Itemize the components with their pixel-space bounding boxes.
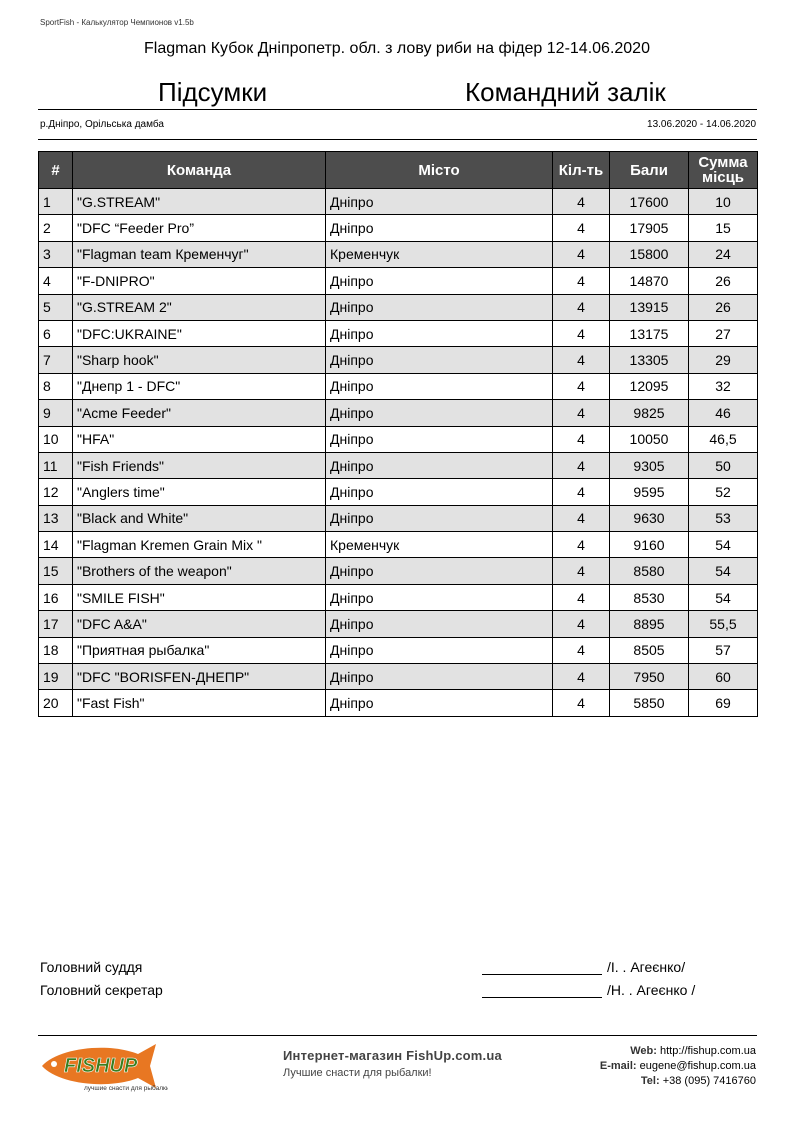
city-cell: Дніпро	[326, 611, 553, 637]
city-cell: Дніпро	[326, 400, 553, 426]
table-row	[39, 532, 758, 558]
place-sum-cell: 27	[689, 320, 758, 346]
place-sum-cell: 57	[689, 637, 758, 663]
chief-judge-name: /І. . Агеєнко/	[607, 959, 686, 975]
count-cell: 4	[553, 611, 610, 637]
chief-secretary-name: /Н. . Агеєнко /	[607, 982, 696, 998]
count-cell: 4	[553, 294, 610, 320]
chief-secretary-signature-line	[482, 997, 602, 998]
event-title: Flagman Кубок Дніпропетр. обл. з лову риби на фідер 12-14.06.2020	[144, 40, 650, 57]
table-row	[39, 347, 758, 373]
rank-cell: 19	[39, 664, 73, 690]
rank-cell: 8	[39, 373, 73, 399]
points-cell: 13915	[610, 294, 689, 320]
city-cell: Дніпро	[326, 452, 553, 478]
place-sum-cell: 29	[689, 347, 758, 373]
team-cell: "DFC “Feeder Pro”	[73, 215, 326, 241]
table-row	[39, 505, 758, 531]
place-sum-cell: 50	[689, 452, 758, 478]
city-cell: Кременчук	[326, 241, 553, 267]
city-cell: Дніпро	[326, 215, 553, 241]
team-cell: "Днепр 1 - DFC"	[73, 373, 326, 399]
city-cell: Дніпро	[326, 320, 553, 346]
place-sum-cell: 52	[689, 479, 758, 505]
venue-location: р.Дніпро, Орільська дамба	[40, 119, 164, 130]
count-cell: 4	[553, 479, 610, 505]
count-cell: 4	[553, 664, 610, 690]
chief-judge-label: Головний суддя	[40, 959, 143, 975]
table-row	[39, 189, 758, 215]
table-row	[39, 637, 758, 663]
rank-cell: 16	[39, 584, 73, 610]
place-sum-cell: 24	[689, 241, 758, 267]
count-cell: 4	[553, 558, 610, 584]
city-cell: Дніпро	[326, 294, 553, 320]
points-cell: 17905	[610, 215, 689, 241]
contact-phone	[641, 1075, 756, 1087]
table-row	[39, 479, 758, 505]
shop-slogan: Лучшие снасти для рыбалки!	[283, 1067, 432, 1079]
points-cell: 14870	[610, 268, 689, 294]
table-row	[39, 664, 758, 690]
team-cell: "G.STREAM"	[73, 189, 326, 215]
table-row	[39, 294, 758, 320]
count-cell: 4	[553, 189, 610, 215]
count-cell: 4	[553, 268, 610, 294]
place-sum-cell: 69	[689, 690, 758, 716]
team-cell: "Black and White"	[73, 505, 326, 531]
city-cell: Дніпро	[326, 268, 553, 294]
divider	[38, 139, 757, 140]
city-cell: Дніпро	[326, 189, 553, 215]
points-cell: 8530	[610, 584, 689, 610]
chief-judge-signature-line	[482, 974, 602, 975]
city-cell: Дніпро	[326, 479, 553, 505]
table-row	[39, 268, 758, 294]
team-cell: "Brothers of the weapon"	[73, 558, 326, 584]
count-cell: 4	[553, 690, 610, 716]
phone-value: +38 (095) 7416760	[662, 1075, 756, 1087]
rank-cell: 7	[39, 347, 73, 373]
team-cell: "Flagman Kremen Grain Mix "	[73, 532, 326, 558]
footer-divider	[38, 1035, 757, 1036]
table-body	[39, 189, 758, 717]
rank-cell: 10	[39, 426, 73, 452]
team-cell: "SMILE FISH"	[73, 584, 326, 610]
count-cell: 4	[553, 452, 610, 478]
place-sum-cell: 54	[689, 532, 758, 558]
app-caption: SportFish - Калькулятор Чемпионов v1.5b	[40, 18, 194, 27]
team-cell: "DFC:UKRAINE"	[73, 320, 326, 346]
points-cell: 9160	[610, 532, 689, 558]
rank-cell: 4	[39, 268, 73, 294]
table-row	[39, 584, 758, 610]
city-cell: Дніпро	[326, 505, 553, 531]
city-cell: Кременчук	[326, 532, 553, 558]
rank-cell: 20	[39, 690, 73, 716]
phone-label: Tel:	[640, 1075, 660, 1087]
table-row	[39, 400, 758, 426]
points-cell: 13305	[610, 347, 689, 373]
web-link[interactable]: http://fishup.com.ua	[660, 1045, 756, 1057]
points-cell: 8580	[610, 558, 689, 584]
city-cell: Дніпро	[326, 347, 553, 373]
count-cell: 4	[553, 320, 610, 346]
table-row	[39, 452, 758, 478]
table-row	[39, 215, 758, 241]
table-header-row	[39, 152, 758, 189]
count-cell: 4	[553, 400, 610, 426]
city-cell: Дніпро	[326, 426, 553, 452]
column-header-team: Команда	[73, 152, 326, 189]
team-cell: "DFC A&A"	[73, 611, 326, 637]
rank-cell: 14	[39, 532, 73, 558]
team-standings-heading: Командний залік	[465, 77, 666, 107]
table-row	[39, 611, 758, 637]
points-cell: 17600	[610, 189, 689, 215]
points-cell: 15800	[610, 241, 689, 267]
svg-text:лучшие снасти для рыбалки: лучшие снасти для рыбалки	[84, 1085, 168, 1092]
column-header-rank: #	[39, 152, 73, 189]
count-cell: 4	[553, 241, 610, 267]
column-header-points: Бали	[610, 152, 689, 189]
count-cell: 4	[553, 426, 610, 452]
points-cell: 9595	[610, 479, 689, 505]
table-row	[39, 320, 758, 346]
web-label: Web:	[630, 1045, 657, 1057]
team-cell: "Sharp hook"	[73, 347, 326, 373]
city-cell: Дніпро	[326, 690, 553, 716]
count-cell: 4	[553, 505, 610, 531]
team-cell: "DFC "BORISFEN-ДНЕПР"	[73, 664, 326, 690]
email-link[interactable]: eugene@fishup.com.ua	[639, 1060, 756, 1072]
points-cell: 10050	[610, 426, 689, 452]
rank-cell: 11	[39, 452, 73, 478]
rank-cell: 5	[39, 294, 73, 320]
table-row	[39, 373, 758, 399]
rank-cell: 1	[39, 189, 73, 215]
points-cell: 9630	[610, 505, 689, 531]
place-sum-cell: 26	[689, 268, 758, 294]
shop-name: Интернет-магазин FishUp.com.ua	[283, 1048, 502, 1063]
column-header-count: Кіл-ть	[553, 152, 610, 189]
count-cell: 4	[553, 347, 610, 373]
contact-email	[600, 1060, 756, 1072]
place-sum-cell: 32	[689, 373, 758, 399]
points-cell: 8505	[610, 637, 689, 663]
email-label: E-mail:	[599, 1060, 637, 1072]
count-cell: 4	[553, 584, 610, 610]
table-row	[39, 426, 758, 452]
fishup-logo	[38, 1040, 168, 1092]
rank-cell: 9	[39, 400, 73, 426]
points-cell: 7950	[610, 664, 689, 690]
place-sum-cell: 55,5	[689, 611, 758, 637]
team-cell: "F-DNIPRO"	[73, 268, 326, 294]
place-sum-cell: 54	[689, 584, 758, 610]
rank-cell: 13	[39, 505, 73, 531]
points-cell: 9825	[610, 400, 689, 426]
rank-cell: 17	[39, 611, 73, 637]
team-cell: "Acme Feeder"	[73, 400, 326, 426]
place-sum-cell: 46	[689, 400, 758, 426]
rank-cell: 18	[39, 637, 73, 663]
rank-cell: 2	[39, 215, 73, 241]
points-cell: 9305	[610, 452, 689, 478]
results-heading: Підсумки	[158, 77, 268, 107]
place-sum-cell: 46,5	[689, 426, 758, 452]
divider	[38, 109, 757, 110]
event-dates: 13.06.2020 - 14.06.2020	[647, 119, 756, 130]
table-row	[39, 241, 758, 267]
results-table	[38, 151, 758, 717]
count-cell: 4	[553, 215, 610, 241]
team-cell: "Fast Fish"	[73, 690, 326, 716]
city-cell: Дніпро	[326, 373, 553, 399]
place-sum-cell: 26	[689, 294, 758, 320]
city-cell: Дніпро	[326, 584, 553, 610]
table-row	[39, 558, 758, 584]
fish-logo-icon	[38, 1040, 168, 1092]
place-sum-cell: 53	[689, 505, 758, 531]
team-cell: "G.STREAM 2"	[73, 294, 326, 320]
place-sum-cell: 15	[689, 215, 758, 241]
city-cell: Дніпро	[326, 664, 553, 690]
place-sum-cell: 60	[689, 664, 758, 690]
count-cell: 4	[553, 532, 610, 558]
place-sum-cell: 54	[689, 558, 758, 584]
count-cell: 4	[553, 373, 610, 399]
rank-cell: 3	[39, 241, 73, 267]
points-cell: 12095	[610, 373, 689, 399]
points-cell: 5850	[610, 690, 689, 716]
place-sum-cell: 10	[689, 189, 758, 215]
column-header-city: Місто	[326, 152, 553, 189]
team-cell: "Fish Friends"	[73, 452, 326, 478]
team-cell: "Flagman team Кременчуг"	[73, 241, 326, 267]
rank-cell: 15	[39, 558, 73, 584]
svg-text:FISHUP: FISHUP	[64, 1055, 138, 1077]
city-cell: Дніпро	[326, 558, 553, 584]
chief-secretary-label: Головний секретар	[40, 982, 163, 998]
rank-cell: 12	[39, 479, 73, 505]
team-cell: "Приятная рыбалка"	[73, 637, 326, 663]
table-row	[39, 690, 758, 716]
points-cell: 8895	[610, 611, 689, 637]
team-cell: "HFA"	[73, 426, 326, 452]
city-cell: Дніпро	[326, 637, 553, 663]
rank-cell: 6	[39, 320, 73, 346]
count-cell: 4	[553, 637, 610, 663]
contact-web	[630, 1045, 756, 1057]
column-header-place-sum: Сумма місць	[689, 152, 758, 189]
points-cell: 13175	[610, 320, 689, 346]
team-cell: "Anglers time"	[73, 479, 326, 505]
